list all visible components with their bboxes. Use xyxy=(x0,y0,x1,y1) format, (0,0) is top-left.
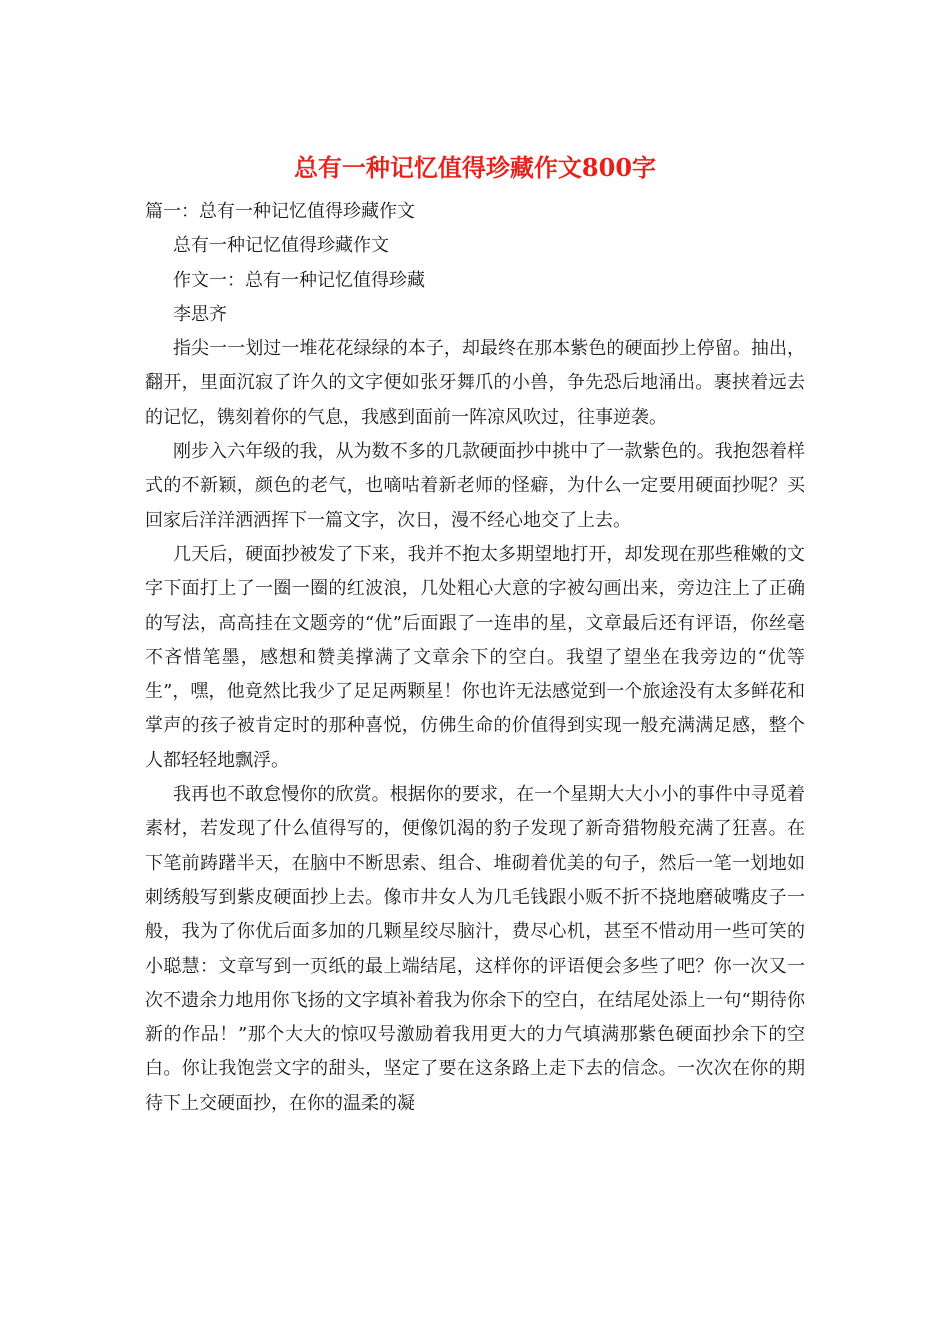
author-name: 李思齐 xyxy=(173,303,227,325)
paragraph-1: 指尖一一划过一堆花花绿绿的本子，却最终在那本紫色的硬面抄上停留。抽出，翻开，里面沉寂了许久的文字便如张牙舞爪的小兽，争先恐后地涌出。裹挟着远去的记忆，镌刻着你的气息，我感到面前一阵凉风吹过，往事逆袭。 xyxy=(145,338,805,428)
paragraph-3: 几天后，硬面抄被发了下来，我并不抱太多期望地打开，却发现在那些稚嫩的文字下面打上了一圈一圈的红波浪，几处粗心大意的字被勾画出来，旁边注上了正确的写法，高高挂在文题旁的“优”后面跟了一连串的星，文章最后还有评语，你丝毫不吝惜笔墨，感想和赞美撑满了文章余下的空白。我望了望坐在我旁边的“优等生”，嘿，他竟然比我少了足足两颗星！你也许无法感觉到一个旅途没有太多鲜花和掌声的孩子被肯定时的那种喜悦，仿佛生命的价值得到实现一般充满满足感，整个人都轻轻地飘浮。 xyxy=(145,543,805,771)
essay-title: 总有一种记忆值得珍藏作文 xyxy=(173,235,389,257)
paragraph-4: 我再也不敢怠慢你的欣赏。根据你的要求，在一个星期大大小小的事件中寻觅着素材，若发现了什么值得写的，便像饥渴的豹子发现了新奇猎物般充满了狂喜。在下笔前踌躇半天，在脑中不断思索、组合、堆砌着优美的句子，然后一笔一划地如刺绣般写到紫皮硬面抄上去。像市井女人为几毛钱跟小贩不折不挠地磨破嘴皮子一般，我为了你优后面多加的几颗星绞尽脑汁，费尽心机，甚至不惜动用一些可笑的小聪慧：文章写到一页纸的最上端结尾，这样你的评语便会多些了吧？你一次又一次不遗余力地用你飞扬的文字填补着我为你余下的空白，在结尾处添上一句“期待你新的作品！”那个大大的惊叹号激励着我用更大的力气填满那紫色硬面抄余下的空白。你让我饱尝文字的甜头，坚定了要在这条路上走下去的信念。一次次在你的期待下上交硬面抄，在你的温柔的凝 xyxy=(145,784,805,1114)
essay-subtitle: 作文一：总有一种记忆值得珍藏 xyxy=(173,269,425,291)
paragraph-2: 刚步入六年级的我，从为数不多的几款硬面抄中挑中了一款紫色的。我抱怨着样式的不新颖，颜色的老气，也嘀咕着新老师的怪癖，为什么一定要用硬面抄呢？买回家后洋洋洒洒挥下一篇文字，次日，漫不经心地交了上去。 xyxy=(145,441,805,531)
document-body xyxy=(145,195,805,1121)
section-heading: 篇一：总有一种记忆值得珍藏作文 xyxy=(145,201,415,222)
document-title: 总有一种记忆值得珍藏作文800字 xyxy=(293,153,657,182)
essay-paragraphs xyxy=(145,332,805,1121)
